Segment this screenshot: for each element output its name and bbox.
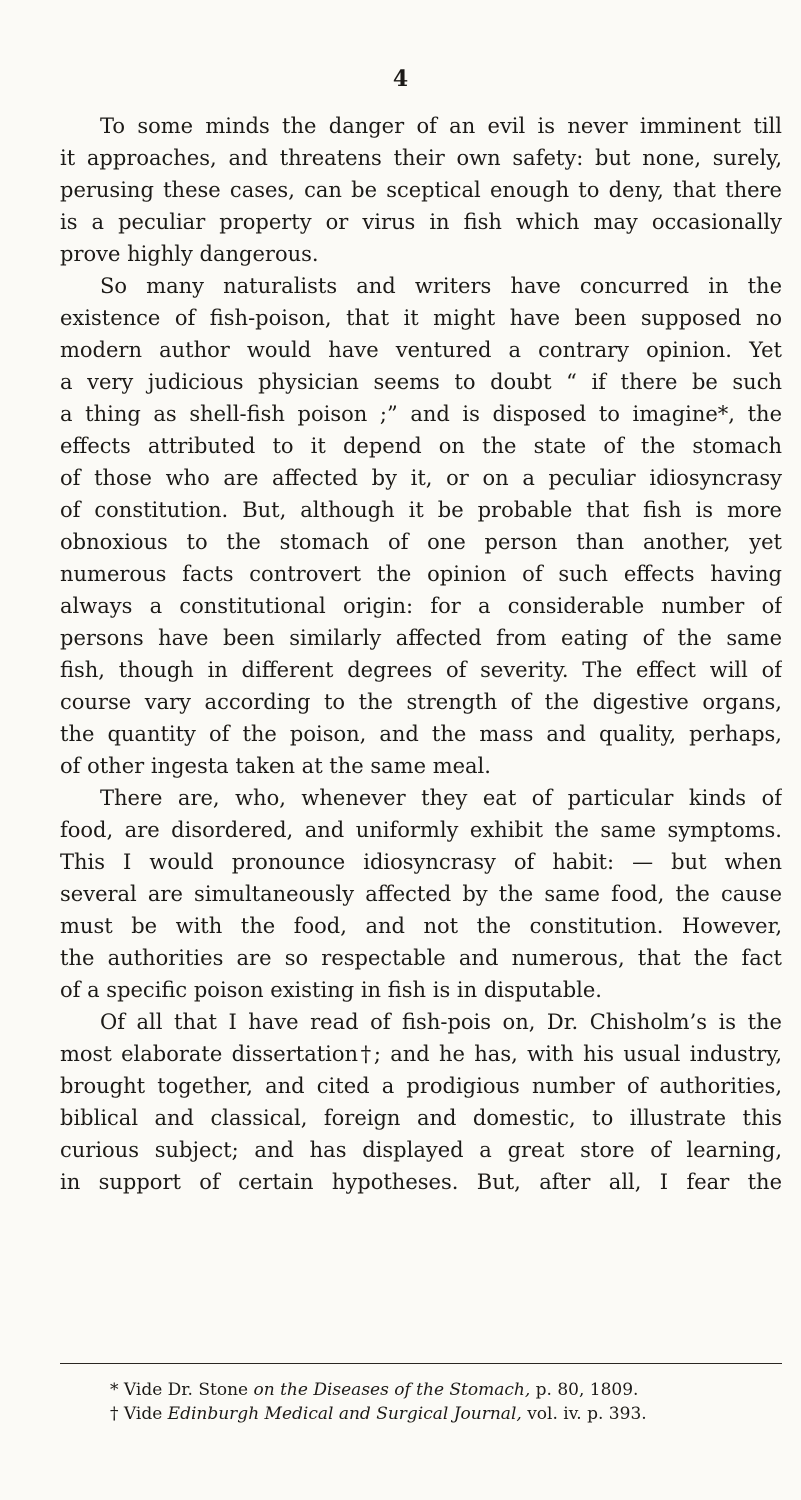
footnote-suffix: vol. iv. p. 393. — [527, 1404, 647, 1424]
footnote-title: Edinburgh Medical and Surgical Journal, — [167, 1404, 522, 1424]
text-line: several are simultaneously affected by the same food, the cause — [60, 882, 782, 906]
text-line: This I would pronounce idiosyncrasy of habit: — but when — [60, 850, 782, 874]
text-line: numerous facts controvert the opinion of such effects having — [60, 562, 782, 586]
text-line: Of all that I have read of fish-pois on, Dr. Chisholm’s is the — [100, 1010, 782, 1034]
footnote-mark: * — [110, 1380, 119, 1400]
text-line: perusing these cases, can be sceptical enough to deny, that there — [60, 178, 782, 202]
text-line: in support of certain hypotheses. But, after all, I fear the — [60, 1170, 782, 1194]
text-line: prove highly dangerous. — [60, 242, 319, 266]
text-line: most elaborate dissertation†; and he has, with his usual industry, — [60, 1042, 782, 1066]
footnotes — [60, 1378, 782, 1426]
text-line: course vary according to the strength of the digestive organs, — [60, 690, 782, 714]
text-line: obnoxious to the stomach of one person than another, yet — [60, 530, 782, 554]
text-line: effects attributed to it depend on the state of the stomach — [60, 434, 782, 458]
text-line: existence of fish-poison, that it might have been supposed no — [60, 306, 782, 330]
footnote-mark: † — [110, 1404, 119, 1424]
text-line: biblical and classical, foreign and domestic, to illustrate this — [60, 1106, 782, 1130]
text-line: of a specific poison existing in fish is in disputable. — [60, 978, 602, 1002]
text-line: of other ingesta taken at the same meal. — [60, 754, 491, 778]
text-line: a thing as shell-fish poison ;” and is disposed to imagine*, the — [60, 402, 782, 426]
text-line: To some minds the danger of an evil is never imminent till — [100, 114, 782, 138]
text-line: food, are disordered, and uniformly exhibit the same symptoms. — [60, 818, 782, 842]
text-line: the authorities are so respectable and numerous, that the fact — [60, 946, 782, 970]
text-line: a very judicious physician seems to doubt “ if there be such — [60, 370, 782, 394]
text-line: it approaches, and threatens their own safety: but none, surely, — [60, 146, 782, 170]
page-number: 4 — [392, 66, 409, 92]
footnote-prefix: Vide — [123, 1404, 163, 1424]
text-line: modern author would have ventured a contrary opinion. Yet — [60, 338, 782, 362]
text-line: There are, who, whenever they eat of particular kinds of — [100, 786, 782, 810]
footnote-2 — [60, 1402, 782, 1426]
text-line: is a peculiar property or virus in fish which may occasionally — [60, 210, 782, 234]
text-line: always a constitutional origin: for a considerable number of — [60, 594, 782, 618]
body-text — [60, 110, 782, 1198]
text-line: of those who are affected by it, or on a peculiar idiosyncrasy — [60, 466, 782, 490]
footnote-1 — [60, 1378, 782, 1402]
text-line: brought together, and cited a prodigious number of authorities, — [60, 1074, 782, 1098]
text-line: fish, though in different degrees of severity. The effect will of — [60, 658, 782, 682]
footnote-title: on the Diseases of the Stomach, — [253, 1380, 531, 1400]
text-line: So many naturalists and writers have concurred in the — [100, 274, 782, 298]
text-line: of constitution. But, although it be probable that fish is more — [60, 498, 782, 522]
footnote-rule — [60, 1363, 782, 1364]
text-line: persons have been similarly affected from eating of the same — [60, 626, 782, 650]
text-line: the quantity of the poison, and the mass and quality, perhaps, — [60, 722, 782, 746]
footnote-suffix: p. 80, 1809. — [535, 1380, 639, 1400]
text-line: must be with the food, and not the constitution. However, — [60, 914, 782, 938]
text-line: curious subject; and has displayed a great store of learning, — [60, 1138, 782, 1162]
footnote-prefix: Vide Dr. Stone — [123, 1380, 249, 1400]
